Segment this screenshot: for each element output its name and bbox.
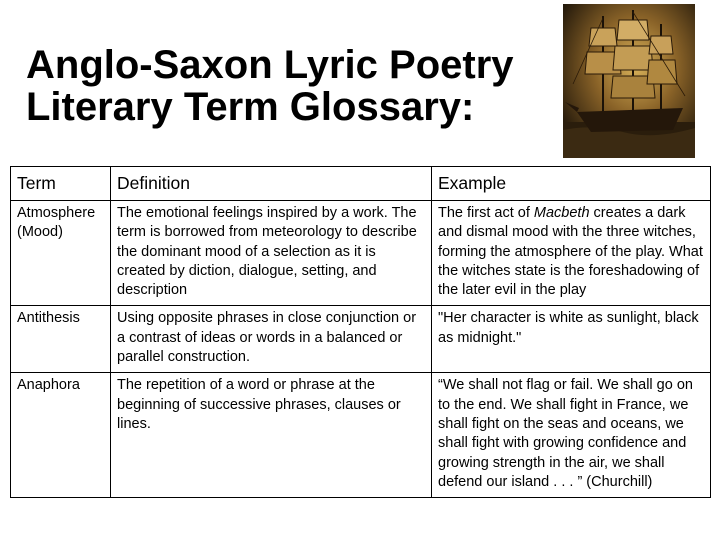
term-cell: Anaphora bbox=[11, 373, 111, 498]
example-text-cont: creates a dark and dismal mood with the three witches, forming the atmosphere of the play. What the witches state is the foreshadowing of the later evil in the play bbox=[438, 205, 703, 299]
table-row bbox=[11, 201, 711, 306]
table-row bbox=[11, 306, 711, 373]
table-row bbox=[11, 373, 711, 498]
header-term: Term bbox=[11, 167, 111, 201]
example-cell: “We shall not flag or fail. We shall go on to the end. We shall fight in France, we shall fight on the seas and oceans, we shall fight with growing confidence and growing strength in the air, we shall defend our island . . . ” (Churchill) bbox=[432, 373, 711, 498]
example-text: The first act of bbox=[438, 205, 534, 221]
example-cell: "Her character is white as sunlight, black as midnight." bbox=[432, 306, 711, 373]
page-title bbox=[26, 44, 566, 128]
term-cell: Atmosphere (Mood) bbox=[11, 201, 111, 306]
definition-cell: The emotional feelings inspired by a work. The term is borrowed from meteorology to describe the dominant mood of a selection as it is created by diction, dialogue, setting, and description bbox=[111, 201, 432, 306]
table-header-row bbox=[11, 167, 711, 201]
header-definition: Definition bbox=[111, 167, 432, 201]
sailing-ship-image bbox=[563, 4, 695, 158]
title-line-1: Anglo-Saxon Lyric Poetry bbox=[26, 43, 514, 87]
example-cell bbox=[432, 201, 711, 306]
glossary-table bbox=[10, 166, 711, 498]
term-cell: Antithesis bbox=[11, 306, 111, 373]
definition-cell: The repetition of a word or phrase at the beginning of successive phrases, clauses or lines. bbox=[111, 373, 432, 498]
header-example: Example bbox=[432, 167, 711, 201]
title-line-2: Literary Term Glossary: bbox=[26, 85, 475, 129]
example-title-italic: Macbeth bbox=[533, 205, 590, 221]
definition-cell: Using opposite phrases in close conjunction or a contrast of ideas or words in a balanced or parallel construction. bbox=[111, 306, 432, 373]
